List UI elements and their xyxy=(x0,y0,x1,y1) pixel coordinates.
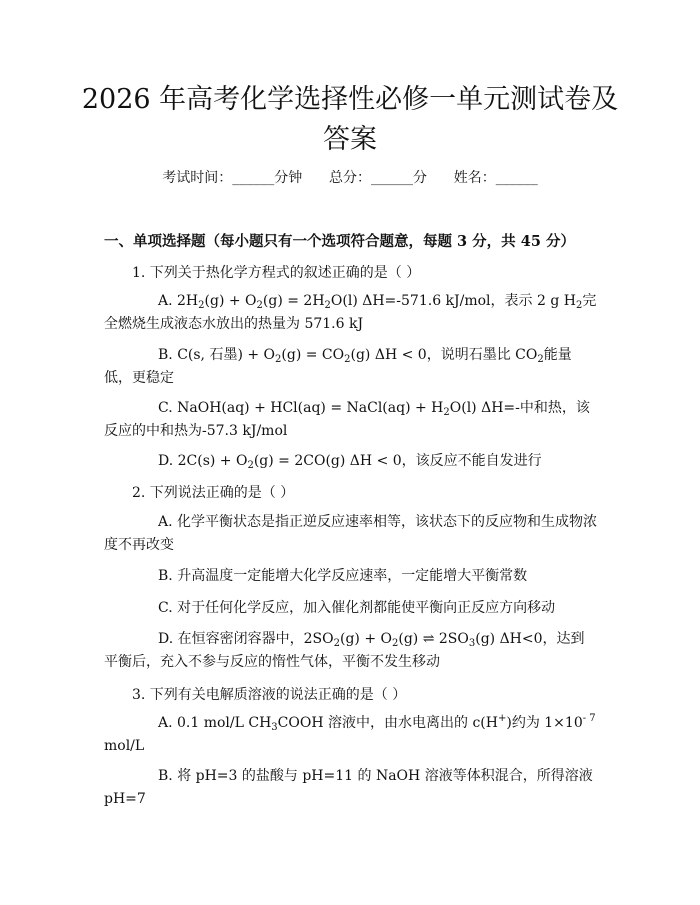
title-line-2: 答案 xyxy=(323,124,377,155)
question-2-option-c: C. 对于任何化学反应，加入催化剂都能使平衡向正反应方向移动 xyxy=(158,600,556,616)
score-label: 总分： xyxy=(329,170,371,186)
question-1-option-c: C. NaOH(aq) + HCl(aq) = NaCl(aq) + $H_2O(l)$ ΔH=-中和热，该反应的中和热为-57.3 kJ/mol xyxy=(104,400,590,439)
time-label: 考试时间： xyxy=(162,170,233,186)
question-2-stem: 2. 下列说法正确的是（ ） xyxy=(132,485,295,501)
time-blank: ______ xyxy=(232,170,275,186)
title-line-1: 2026 年高考化学选择性必修一单元测试卷及 xyxy=(81,84,619,115)
section-heading-1: 一、单项选择题（每小题只有一个选项符合题意，每题 3 分，共 45 分） xyxy=(104,233,575,250)
score-blank: ______ xyxy=(371,170,413,186)
question-1-option-d: D. $2C(s) + O_2(g) = 2CO(g) \Delta H < 0$，该反应不能自发进行 xyxy=(158,453,542,471)
question-2-option-d: D. 在恒容密闭容器中，$2SO_2(g) + O_2(g)$ ⇌ $2SO_3(g)$ ΔH<0，达到平衡后，充入不参与反应的惰性气体，平衡不发生移动 xyxy=(104,631,585,670)
name-label: 姓名： xyxy=(453,170,496,186)
question-3-option-a: A. 0.1 mol/L $CH_3COOH$ 溶液中，由水电离出的 c(H+)约为 $1\times 10^{- 7}$ mol/L xyxy=(104,713,596,754)
document-title xyxy=(60,80,640,160)
question-1-option-a: A. $2H_2(g) + O_2(g) = 2H_2O(l)$ ΔH=-571.6 kJ/mol，表示 2 g $H_2$完全燃烧生成液态水放出的热量为 571.6 kJ xyxy=(104,293,597,332)
question-2-option-b: B. 升高温度一定能增大化学反应速率，一定能增大平衡常数 xyxy=(158,568,528,584)
question-3-stem: 3. 下列有关电解质溶液的说法正确的是（ ） xyxy=(132,687,407,703)
question-2-option-a: A. 化学平衡状态是指正逆反应速率相等，该状态下的反应物和生成物浓度不再改变 xyxy=(104,514,598,553)
time-unit: 分钟 xyxy=(274,170,303,186)
exam-meta xyxy=(0,168,700,188)
name-blank: ______ xyxy=(495,170,538,186)
question-3-option-b: B. 将 pH=3 的盐酸与 pH=11 的 NaOH 溶液等体积混合，所得溶液 pH=7 xyxy=(104,768,593,807)
question-1-option-b: B. C(s, 石墨) + $O_2(g) = CO_2(g) \Delta H < 0$，说明石墨比 $CO_2$能量低，更稳定 xyxy=(104,347,572,386)
question-1-stem: 1. 下列关于热化学方程式的叙述正确的是（ ） xyxy=(132,265,421,281)
score-unit: 分 xyxy=(413,170,427,186)
